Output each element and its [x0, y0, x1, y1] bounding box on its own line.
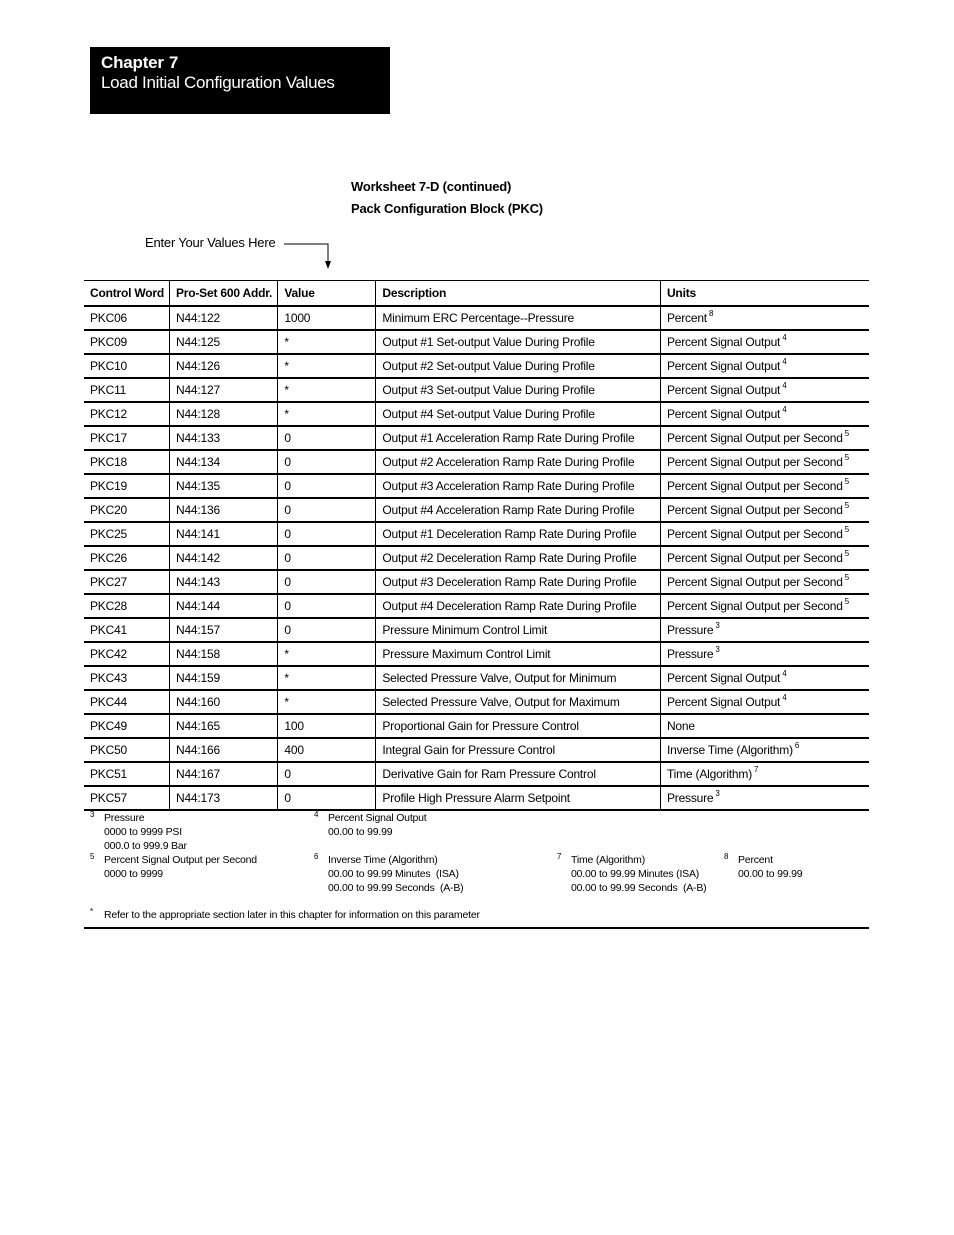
units-cell — [660, 354, 869, 378]
footnote-body — [328, 853, 463, 895]
footnote-number: 4 — [314, 810, 319, 819]
units-text: Percent Signal Output per Second — [666, 551, 843, 565]
footnote-line: 00.00 to 99.99 Minutes (ISA) — [571, 868, 700, 880]
control-word-cell: PKC28 — [84, 594, 169, 618]
footnote-ref: 5 — [844, 453, 849, 462]
units-cell — [660, 666, 869, 690]
address-cell: N44:157 — [169, 618, 277, 642]
units-text: Pressure — [666, 623, 714, 637]
worksheet-subtitle: Pack Configuration Block (PKC) — [351, 201, 543, 216]
units-text: Percent Signal Output per Second — [666, 503, 843, 517]
value-cell[interactable]: * — [278, 690, 376, 714]
footnote-ref: 5 — [844, 477, 849, 486]
value-cell[interactable]: * — [278, 666, 376, 690]
table-row — [84, 450, 869, 474]
footnote-ref: 5 — [844, 573, 849, 582]
value-cell[interactable]: 1000 — [278, 306, 376, 330]
footnote-body — [571, 853, 706, 895]
footnote-ref: 4 — [782, 669, 787, 678]
units-cell — [660, 594, 869, 618]
footnote-ref: 4 — [782, 693, 787, 702]
footnote-line: Percent — [738, 854, 773, 866]
units-text: Percent Signal Output per Second — [666, 479, 843, 493]
units-text: Percent — [666, 311, 707, 325]
control-word-cell: PKC44 — [84, 690, 169, 714]
enter-values-callout: Enter Your Values Here — [145, 235, 276, 250]
units-cell — [660, 690, 869, 714]
description-cell: Minimum ERC Percentage--Pressure — [376, 306, 661, 330]
address-cell: N44:122 — [169, 306, 277, 330]
control-word-cell: PKC12 — [84, 402, 169, 426]
description-cell: Selected Pressure Valve, Output for Minimum — [376, 666, 661, 690]
footnote-body — [328, 811, 427, 839]
footnote-body — [104, 908, 480, 922]
address-cell: N44:135 — [169, 474, 277, 498]
col-header-units: Units — [660, 281, 869, 307]
footnote-ref: 5 — [844, 597, 849, 606]
description-cell: Proportional Gain for Pressure Control — [376, 714, 661, 738]
chapter-label — [101, 53, 390, 73]
units-cell — [660, 642, 869, 666]
table-row — [84, 618, 869, 642]
footnote — [314, 853, 463, 895]
units-cell — [660, 330, 869, 354]
table-row — [84, 402, 869, 426]
control-word-cell: PKC27 — [84, 570, 169, 594]
footnote — [314, 811, 427, 839]
control-word-cell: PKC42 — [84, 642, 169, 666]
units-text: Percent Signal Output per Second — [666, 575, 843, 589]
units-text: Pressure — [666, 647, 714, 661]
footnote-line: 00.00 to 99.99 — [328, 826, 393, 838]
footnote — [724, 853, 802, 881]
address-cell: N44:128 — [169, 402, 277, 426]
table-row — [84, 354, 869, 378]
footnote-ref: 5 — [844, 501, 849, 510]
address-cell: N44:143 — [169, 570, 277, 594]
description-cell: Output #1 Set-output Value During Profile — [376, 330, 661, 354]
footnote-ref: 3 — [715, 645, 720, 654]
address-cell: N44:158 — [169, 642, 277, 666]
units-cell — [660, 498, 869, 522]
control-word-cell: PKC51 — [84, 762, 169, 786]
units-cell — [660, 474, 869, 498]
footnote-line: Percent Signal Output — [328, 812, 427, 824]
control-word-cell: PKC09 — [84, 330, 169, 354]
col-header-description: Description — [376, 281, 661, 307]
value-cell[interactable]: 0 — [278, 618, 376, 642]
description-cell: Output #1 Acceleration Ramp Rate During Profile — [376, 426, 661, 450]
description-cell: Output #4 Acceleration Ramp Rate During Profile — [376, 498, 661, 522]
footnote-ref: 4 — [782, 333, 787, 342]
units-text: Percent Signal Output — [666, 335, 781, 349]
chapter-number: 7 — [168, 53, 179, 72]
units-cell — [660, 786, 869, 810]
address-cell: N44:136 — [169, 498, 277, 522]
footnote-ref: 3 — [715, 621, 720, 630]
description-cell: Output #2 Set-output Value During Profile — [376, 354, 661, 378]
col-header-control-word: Control Word — [84, 281, 169, 307]
value-cell[interactable]: 0 — [278, 786, 376, 810]
address-cell: N44:125 — [169, 330, 277, 354]
description-cell: Profile High Pressure Alarm Setpoint — [376, 786, 661, 810]
footnote-number: 8 — [724, 852, 729, 861]
value-cell[interactable]: 100 — [278, 714, 376, 738]
bottom-rule — [84, 927, 869, 929]
footnote-number: 7 — [557, 852, 562, 861]
address-cell: N44:144 — [169, 594, 277, 618]
control-word-cell: PKC06 — [84, 306, 169, 330]
units-text: Inverse Time (Algorithm) — [666, 743, 793, 757]
description-cell: Pressure Minimum Control Limit — [376, 618, 661, 642]
value-cell[interactable]: 0 — [278, 762, 376, 786]
footnote-line: Inverse Time (Algorithm) — [328, 854, 438, 866]
value-cell[interactable]: 0 — [278, 474, 376, 498]
chapter-title: Load Initial Configuration Values — [101, 73, 335, 92]
units-text: Percent Signal Output per Second — [666, 599, 843, 613]
address-cell: N44:141 — [169, 522, 277, 546]
col-header-value: Value — [278, 281, 376, 307]
footnote-line: 00.00 to 99.99 Seconds (A-B) — [328, 882, 464, 894]
control-word-cell: PKC18 — [84, 450, 169, 474]
address-cell: N44:165 — [169, 714, 277, 738]
units-cell — [660, 378, 869, 402]
table-row — [84, 714, 869, 738]
units-text: Percent Signal Output per Second — [666, 455, 843, 469]
footnote — [90, 853, 257, 881]
table-row — [84, 666, 869, 690]
table-row — [84, 306, 869, 330]
control-word-cell: PKC17 — [84, 426, 169, 450]
table-row — [84, 378, 869, 402]
description-cell: Selected Pressure Valve, Output for Maximum — [376, 690, 661, 714]
footnote-line: 0000 to 9999 PSI — [104, 826, 182, 838]
description-cell: Output #1 Deceleration Ramp Rate During Profile — [376, 522, 661, 546]
units-cell — [660, 714, 869, 738]
value-cell[interactable]: 0 — [278, 426, 376, 450]
units-cell — [660, 762, 869, 786]
footnote-ref: 5 — [844, 525, 849, 534]
table-row — [84, 594, 869, 618]
address-cell: N44:133 — [169, 426, 277, 450]
control-word-cell: PKC20 — [84, 498, 169, 522]
description-cell: Output #3 Deceleration Ramp Rate During Profile — [376, 570, 661, 594]
footnote-ref: 5 — [844, 429, 849, 438]
description-cell: Pressure Maximum Control Limit — [376, 642, 661, 666]
value-cell[interactable]: * — [278, 378, 376, 402]
footnote-ref: 6 — [794, 741, 800, 750]
units-text: Pressure — [666, 791, 714, 805]
value-cell[interactable]: 0 — [278, 594, 376, 618]
units-cell — [660, 618, 869, 642]
table-row — [84, 474, 869, 498]
footnote-ref: 7 — [754, 765, 759, 774]
table-row — [84, 642, 869, 666]
description-cell: Output #3 Acceleration Ramp Rate During Profile — [376, 474, 661, 498]
footnote-number: * — [90, 907, 93, 916]
value-cell[interactable]: * — [278, 354, 376, 378]
units-text: None — [666, 719, 695, 733]
control-word-cell: PKC50 — [84, 738, 169, 762]
table-row — [84, 330, 869, 354]
footnote — [90, 908, 480, 922]
footnote-number: 6 — [314, 852, 319, 861]
value-cell[interactable]: 400 — [278, 738, 376, 762]
control-word-cell: PKC41 — [84, 618, 169, 642]
control-word-cell: PKC43 — [84, 666, 169, 690]
description-cell: Output #2 Acceleration Ramp Rate During Profile — [376, 450, 661, 474]
description-cell: Output #3 Set-output Value During Profile — [376, 378, 661, 402]
value-cell[interactable]: 0 — [278, 522, 376, 546]
control-word-cell: PKC19 — [84, 474, 169, 498]
units-text: Percent Signal Output — [666, 695, 781, 709]
description-cell: Output #4 Deceleration Ramp Rate During Profile — [376, 594, 661, 618]
callout-arrow-icon — [280, 240, 340, 272]
table-header-row — [84, 281, 869, 307]
table-row — [84, 522, 869, 546]
chapter-header — [90, 47, 390, 114]
chapter-word: Chapter — [101, 53, 164, 72]
address-cell: N44:134 — [169, 450, 277, 474]
units-cell — [660, 306, 869, 330]
control-word-cell: PKC26 — [84, 546, 169, 570]
value-cell[interactable]: 0 — [278, 570, 376, 594]
footnote-ref: 5 — [844, 549, 849, 558]
address-cell: N44:142 — [169, 546, 277, 570]
footnote-body — [738, 853, 802, 881]
table-row — [84, 426, 869, 450]
table-row — [84, 786, 869, 810]
units-text: Percent Signal Output — [666, 407, 781, 421]
units-cell — [660, 522, 869, 546]
table-row — [84, 690, 869, 714]
units-text: Percent Signal Output — [666, 671, 781, 685]
description-cell: Derivative Gain for Ram Pressure Control — [376, 762, 661, 786]
control-word-cell: PKC49 — [84, 714, 169, 738]
address-cell: N44:159 — [169, 666, 277, 690]
table-row — [84, 738, 869, 762]
description-cell: Output #4 Set-output Value During Profile — [376, 402, 661, 426]
footnote-line: 00.00 to 99.99 Minutes (ISA) — [328, 868, 459, 880]
table-row — [84, 570, 869, 594]
value-cell[interactable]: 0 — [278, 546, 376, 570]
units-text: Percent Signal Output per Second — [666, 527, 843, 541]
address-cell: N44:127 — [169, 378, 277, 402]
units-cell — [660, 738, 869, 762]
footnote — [90, 811, 187, 853]
control-word-cell: PKC10 — [84, 354, 169, 378]
footnote-ref: 4 — [782, 405, 787, 414]
value-cell[interactable]: * — [278, 330, 376, 354]
footnote-line: Pressure — [104, 812, 145, 824]
footnote-line: 0000 to 9999 — [104, 868, 163, 880]
footnote — [557, 853, 706, 895]
footnote-body — [104, 811, 187, 853]
footnote-line: 000.0 to 999.9 Bar — [104, 840, 187, 852]
footnote-ref: 3 — [715, 789, 720, 798]
value-cell[interactable]: 0 — [278, 498, 376, 522]
units-cell — [660, 402, 869, 426]
pkc-table — [84, 280, 869, 811]
footnote-number: 3 — [90, 810, 95, 819]
value-cell[interactable]: * — [278, 402, 376, 426]
units-cell — [660, 450, 869, 474]
units-cell — [660, 570, 869, 594]
footnote-line: Time (Algorithm) — [571, 854, 646, 866]
footnote-line: Percent Signal Output per Second — [104, 854, 257, 866]
units-text: Percent Signal Output — [666, 359, 781, 373]
control-word-cell: PKC25 — [84, 522, 169, 546]
footnote-ref: 4 — [782, 357, 787, 366]
units-text: Percent Signal Output — [666, 383, 781, 397]
address-cell: N44:166 — [169, 738, 277, 762]
control-word-cell: PKC11 — [84, 378, 169, 402]
units-cell — [660, 546, 869, 570]
col-header-address: Pro-Set 600 Addr. — [169, 281, 277, 307]
footnote-line: 00.00 to 99.99 Seconds (A-B) — [571, 882, 707, 894]
footnote-body — [104, 853, 257, 881]
value-cell[interactable]: 0 — [278, 450, 376, 474]
worksheet-title: Worksheet 7-D (continued) — [351, 179, 512, 194]
units-text: Percent Signal Output per Second — [666, 431, 843, 445]
table-row — [84, 498, 869, 522]
units-text: Time (Algorithm) — [666, 767, 752, 781]
address-cell: N44:160 — [169, 690, 277, 714]
address-cell: N44:167 — [169, 762, 277, 786]
address-cell: N44:173 — [169, 786, 277, 810]
footnote-ref: 8 — [708, 309, 714, 318]
table-row — [84, 762, 869, 786]
footnote-line: Refer to the appropriate section later in this chapter for information on this parameter — [104, 909, 480, 921]
footnote-ref: 4 — [782, 381, 787, 390]
units-cell — [660, 426, 869, 450]
address-cell: N44:126 — [169, 354, 277, 378]
footnote-line: 00.00 to 99.99 — [738, 868, 803, 880]
table-row — [84, 546, 869, 570]
footnote-number: 5 — [90, 852, 95, 861]
control-word-cell: PKC57 — [84, 786, 169, 810]
description-cell: Integral Gain for Pressure Control — [376, 738, 661, 762]
value-cell[interactable]: * — [278, 642, 376, 666]
description-cell: Output #2 Deceleration Ramp Rate During Profile — [376, 546, 661, 570]
